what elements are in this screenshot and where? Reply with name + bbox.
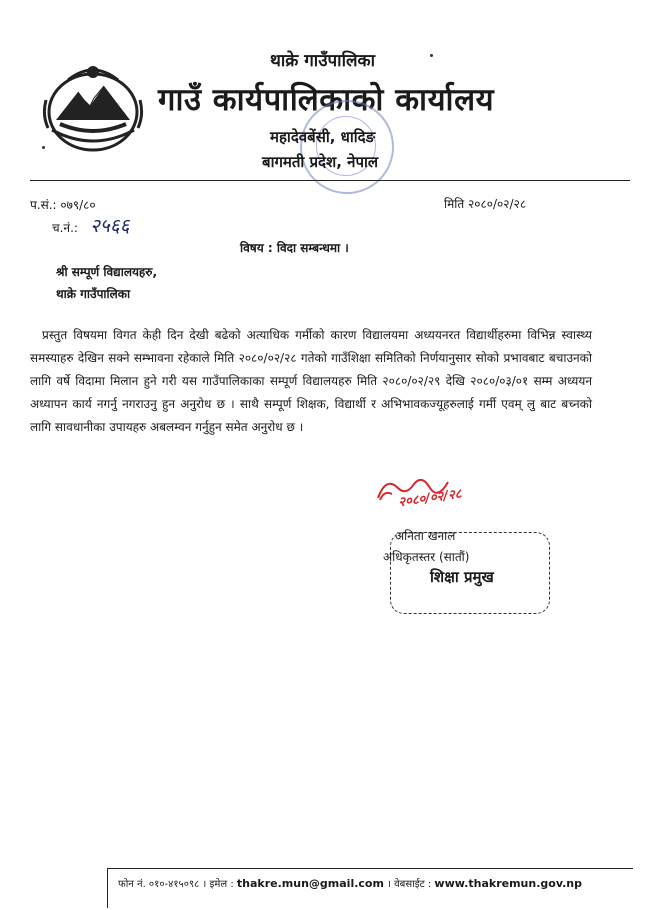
office-place: महादेवबेंसी, धादिङ (270, 128, 376, 146)
letter-body: प्रस्तुत विषयमा विगत केही दिन देखी बढेको अत्याधिक गर्मीको कारण विद्यालयमा अध्ययनरत विद्यार्थीहरुमा विभिन्न स्वास्थ्य समस्याहरु देखिन सक्ने सम्भावना रहेकाले मिति २०८०/०२/२८ गतेको गाउँशिक्षा समितिको निर्णयानुसार सोको प्रभावबाट बचाउनको लागि वर्षे विदामा मिलान हुने गरी यस गाउँपालिकाका सम्पूर्ण विद्यालयहरु मिति २०८०/०२/२९ देखि २०८०/०३/०१ सम्म अध्ययन अध्यापन कार्य नगर्नु नगराउनु हुन अनुरोध छ । साथै सम्पूर्ण शिक्षक, विद्यार्थी र अभिभावकज्यूहरुलाई गर्मी एवम् लु बाट बच्नको लागि सावधानीका उपायहरु अबलम्वन गर्नुहुन समेत अनुरोध छ । (30, 328, 592, 434)
signatory-title: अधिकृतस्तर (सातौं) (383, 550, 470, 564)
footer-email[interactable]: thakre.mun@gmail.com (236, 877, 384, 890)
subject-line: विषय : विदा सम्बन्धमा । (240, 241, 349, 255)
recipient-line-2: थाक्रे गाउँपालिका (56, 287, 131, 301)
footer-divider (107, 868, 633, 869)
cn-number: २५६६ (90, 215, 130, 237)
footer-website[interactable]: www.thakremun.gov.np (434, 877, 582, 890)
municipality-name: थाक्रे गाउँपालिका (270, 51, 375, 71)
cn-label: च.नं.: (52, 221, 78, 235)
recipient-line-1: श्री सम्पूर्ण विद्यालयहरु, (56, 265, 158, 279)
office-province: बागमती प्रदेश, नेपाल (262, 153, 379, 171)
signatory-name: अनिता खनाल (395, 529, 456, 543)
footer-divider-vertical (107, 868, 108, 908)
header-divider (30, 180, 630, 181)
office-title: गाउँ कार्यपालिकाको कार्यालय (158, 82, 495, 118)
scan-dot (430, 54, 433, 57)
ps-number: प.सं.: ०७९/८० (30, 198, 96, 212)
footer-contact (118, 876, 582, 890)
nepal-emblem-icon (38, 60, 148, 155)
footer-phone: फोन नं. ०१०-४१५०९८ । इमेल : (118, 879, 234, 890)
footer-web-label: । वेबसाईट : (387, 879, 432, 890)
scan-dot (42, 146, 45, 149)
handwritten-date: २०८०/०२/२८ (397, 486, 463, 511)
department-stamp-text: शिक्षा प्रमुख (430, 568, 494, 586)
letter-date: मिति २०८०/०२/२८ (444, 197, 527, 211)
